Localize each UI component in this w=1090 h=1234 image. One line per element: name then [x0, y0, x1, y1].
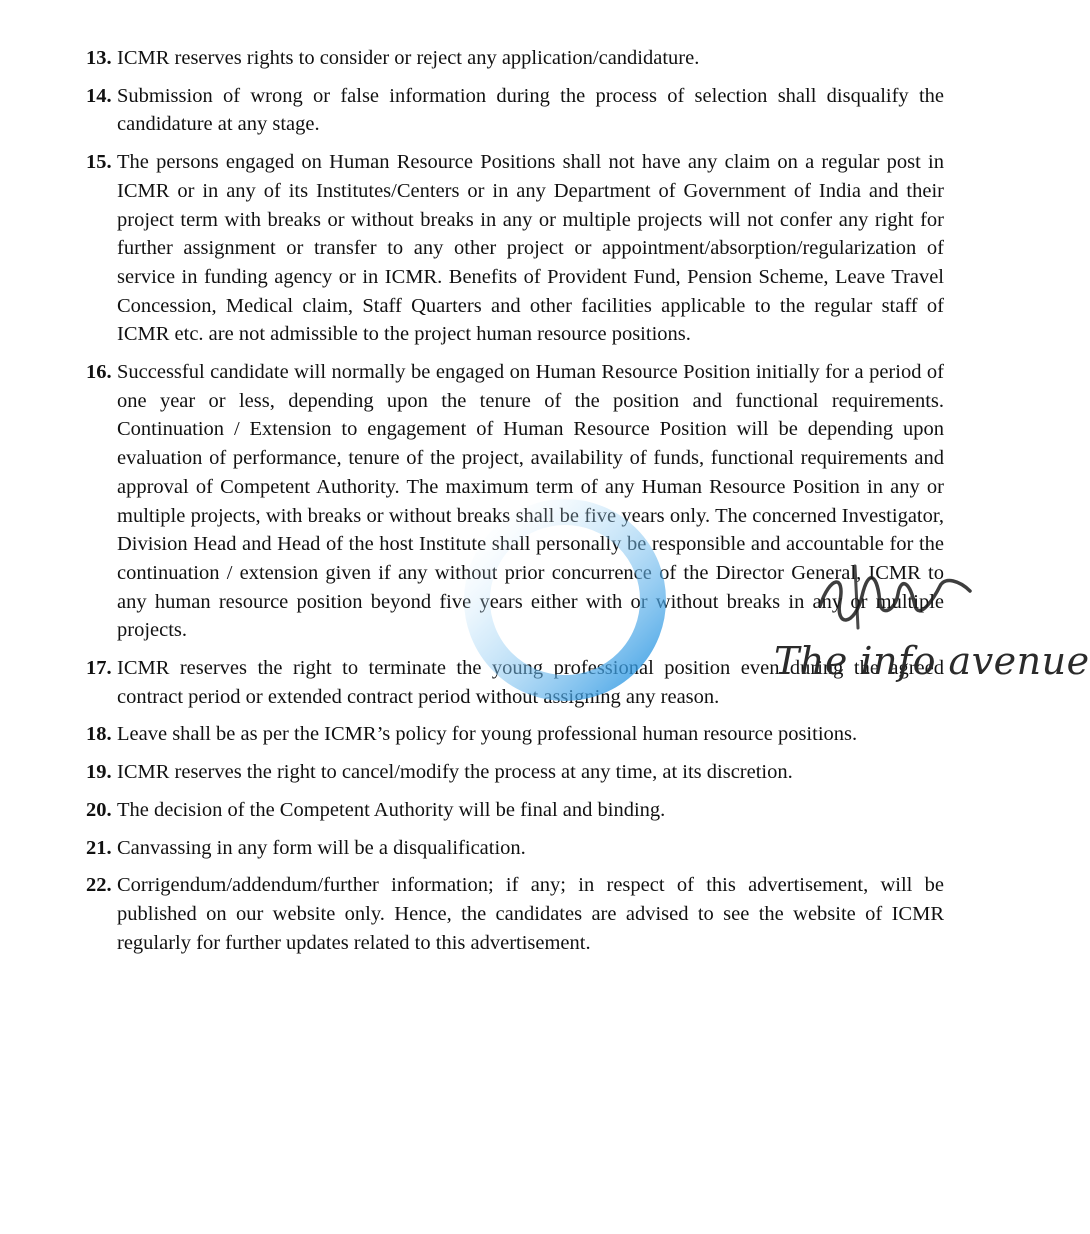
clause-number: 15.: [86, 151, 112, 174]
clause-16: [86, 358, 944, 645]
clause-text: Successful candidate will normally be engaged on Human Resource Position initially for a period of one year or less, depending upon the tenure of the position and functional requirements. Continuation / Extension to engagement of Human Resource Position will be depending upon evaluation of performance, tenure of the project, availability of funds, functional requirements and approval of Competent Authority. The maximum term of any Human Resource Position in any or multiple projects, with breaks or without breaks shall be five years only. The concerned Investigator, Division Head and Head of the host Institute shall personally be responsible and accountable for the continuation / extension given if any without prior concurrence of the Director General, ICMR to any human resource position beyond five years either with or without breaks in any or multiple projects.: [117, 361, 944, 642]
clause-14: [86, 82, 944, 139]
clause-text: Leave shall be as per the ICMR’s policy for young professional human resource positions.: [117, 723, 858, 746]
clause-21: [86, 834, 944, 863]
clause-19: [86, 758, 944, 787]
terms-list: [86, 44, 944, 966]
clause-17: [86, 654, 944, 711]
clause-13: [86, 44, 944, 73]
clause-text: The decision of the Competent Authority will be final and binding.: [117, 798, 666, 821]
clause-number: 19.: [86, 761, 112, 784]
clause-20: [86, 796, 944, 825]
clause-number: 20.: [86, 798, 112, 821]
watermark-tagline: The info avenue: [774, 639, 1090, 683]
clause-number: 16.: [86, 361, 112, 384]
clause-text: Corrigendum/addendum/further information; if any; in respect of this advertisement, will be published on our website only. Hence, the candidates are advised to see the website of ICMR regularly for further updates related to this advertisement.: [117, 874, 944, 954]
clause-number: 13.: [86, 47, 112, 69]
clause-text: ICMR reserves rights to consider or reject any application/candidature.: [117, 47, 700, 69]
clause-number: 17.: [86, 657, 112, 680]
clause-text: ICMR reserves the right to cancel/modify the process at any time, at its discretion.: [117, 761, 793, 784]
clause-22: [86, 871, 944, 957]
clause-15: [86, 148, 944, 349]
clause-text: ICMR reserves the right to terminate the young professional position even during the agreed contract period or extended contract period without assigning any reason.: [117, 657, 944, 708]
clause-number: 21.: [86, 836, 112, 859]
clause-text: The persons engaged on Human Resource Positions shall not have any claim on a regular post in ICMR or in any of its Institutes/Centers or in any Department of Government of India and their project term with breaks or without breaks in any or multiple projects will not confer any right for further assignment or transfer to any other project or appointment/absorption/regularization of service in funding agency or in ICMR. Benefits of Provident Fund, Pension Scheme, Leave Travel Concession, Medical claim, Staff Quarters and other facilities applicable to the regular staff of ICMR etc. are not admissible to the project human resource positions.: [117, 151, 944, 346]
clause-text: Canvassing in any form will be a disqualification.: [117, 836, 526, 859]
clause-18: [86, 720, 944, 749]
clause-text: Submission of wrong or false information during the process of selection shall disqualify the candidature at any stage.: [117, 84, 944, 136]
clause-number: 22.: [86, 874, 112, 897]
clause-number: 14.: [86, 84, 112, 107]
clause-number: 18.: [86, 723, 112, 746]
